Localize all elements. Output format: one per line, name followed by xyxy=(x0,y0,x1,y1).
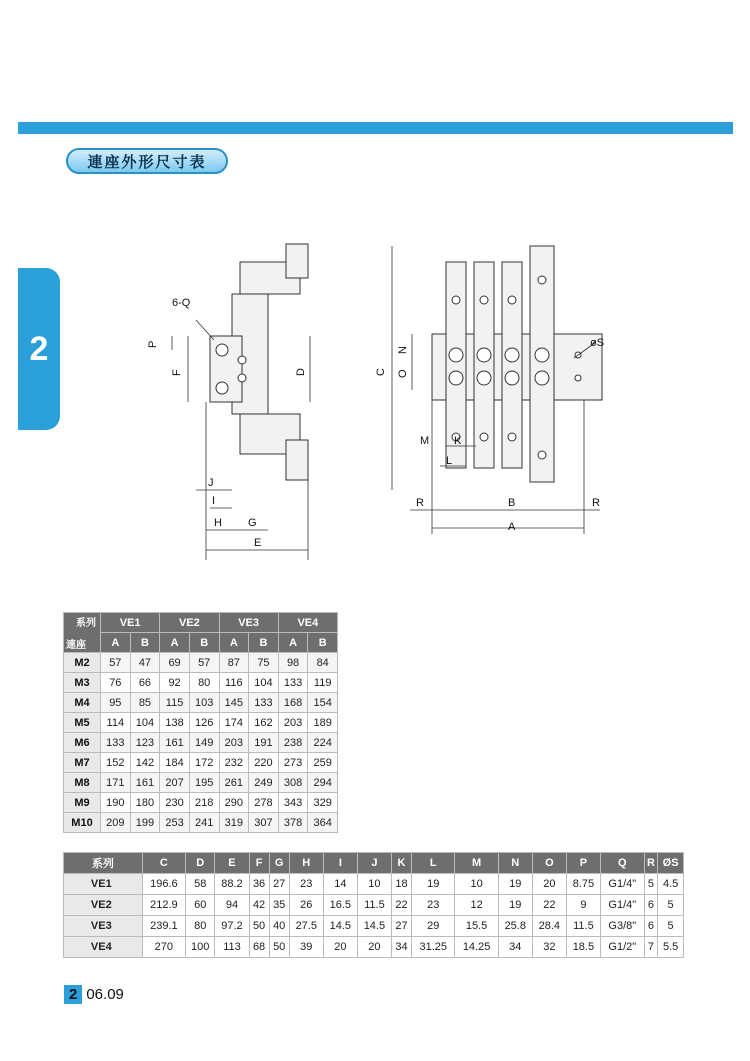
table-cell: 97.2 xyxy=(215,916,249,937)
table-row xyxy=(64,813,338,833)
table-cell: 191 xyxy=(249,733,279,753)
row-label: VE3 xyxy=(64,916,143,937)
table-cell: 162 xyxy=(249,713,279,733)
table-row xyxy=(64,916,684,937)
table-cell: 14.5 xyxy=(357,916,391,937)
column-header: J xyxy=(357,853,391,874)
table-cell: 14.25 xyxy=(455,937,498,958)
section-title xyxy=(66,148,228,174)
table-cell: 40 xyxy=(269,916,289,937)
column-header: O xyxy=(532,853,566,874)
table1-subcol: A xyxy=(219,633,249,653)
table-cell: G3/8" xyxy=(600,916,644,937)
table-cell: 19 xyxy=(498,895,532,916)
table-cell: 126 xyxy=(189,713,219,733)
table-cell: 98 xyxy=(278,653,308,673)
label-e: E xyxy=(254,537,262,549)
table-cell: 18 xyxy=(391,874,411,895)
column-header: K xyxy=(391,853,411,874)
table-cell: 69 xyxy=(160,653,190,673)
table-cell: 10 xyxy=(357,874,391,895)
table-cell: 238 xyxy=(278,733,308,753)
table-row xyxy=(64,874,684,895)
table-cell: 278 xyxy=(249,793,279,813)
table-cell: 31.25 xyxy=(412,937,455,958)
table-cell: 174 xyxy=(219,713,249,733)
table-cell: 270 xyxy=(142,937,185,958)
row-label: M6 xyxy=(64,733,101,753)
table-cell: 66 xyxy=(130,673,160,693)
table-cell: 23 xyxy=(412,895,455,916)
table-cell: 138 xyxy=(160,713,190,733)
table1-subcol: B xyxy=(249,633,279,653)
table-cell: 88.2 xyxy=(215,874,249,895)
table-cell: 119 xyxy=(308,673,338,693)
table-cell: G1/4" xyxy=(600,874,644,895)
label-f: F xyxy=(171,369,183,376)
table-cell: 14.5 xyxy=(323,916,357,937)
table-cell: 47 xyxy=(130,653,160,673)
table-cell: 85 xyxy=(130,693,160,713)
table-cell: 16.5 xyxy=(323,895,357,916)
table-cell: 364 xyxy=(308,813,338,833)
table-cell: 58 xyxy=(186,874,215,895)
table-cell: 161 xyxy=(130,773,160,793)
table1-series-ve4: VE4 xyxy=(278,613,337,633)
table-cell: 18.5 xyxy=(566,937,600,958)
table-row xyxy=(64,937,684,958)
table-cell: 290 xyxy=(219,793,249,813)
row-label: M10 xyxy=(64,813,101,833)
valve-bottom-fitting xyxy=(286,440,308,480)
table-cell: 36 xyxy=(249,874,269,895)
table-cell: 103 xyxy=(189,693,219,713)
table-cell: 133 xyxy=(101,733,131,753)
table-cell: 60 xyxy=(186,895,215,916)
label-os: øS xyxy=(590,337,605,349)
table-cell: 29 xyxy=(412,916,455,937)
table-cell: 42 xyxy=(249,895,269,916)
table-cell: 273 xyxy=(278,753,308,773)
table-cell: 190 xyxy=(101,793,131,813)
label-k: K xyxy=(454,435,462,447)
table-cell: 259 xyxy=(308,753,338,773)
table-row xyxy=(64,753,338,773)
table-cell: 294 xyxy=(308,773,338,793)
table-cell: 133 xyxy=(278,673,308,693)
column-header: F xyxy=(249,853,269,874)
table-cell: 6 xyxy=(644,895,658,916)
table-cell: 329 xyxy=(308,793,338,813)
table-row xyxy=(64,653,338,673)
table-cell: 307 xyxy=(249,813,279,833)
table-cell: 145 xyxy=(219,693,249,713)
table-cell: 50 xyxy=(269,937,289,958)
table-cell: 27.5 xyxy=(289,916,323,937)
table-cell: 249 xyxy=(249,773,279,793)
label-p: P xyxy=(147,340,159,348)
column-header: ØS xyxy=(658,853,684,874)
row-label: M9 xyxy=(64,793,101,813)
manifold-size-table xyxy=(63,612,338,833)
table-cell: 114 xyxy=(101,713,131,733)
table-row xyxy=(64,773,338,793)
table-cell: 10 xyxy=(455,874,498,895)
table1-subcol: A xyxy=(278,633,308,653)
table-cell: 6 xyxy=(644,916,658,937)
column-header: G xyxy=(269,853,289,874)
table-cell: 161 xyxy=(160,733,190,753)
table-cell: 218 xyxy=(189,793,219,813)
table-cell: 232 xyxy=(219,753,249,773)
table-row xyxy=(64,713,338,733)
table-cell: 20 xyxy=(532,874,566,895)
table-cell: 22 xyxy=(532,895,566,916)
column-header: H xyxy=(289,853,323,874)
table-cell: 26 xyxy=(289,895,323,916)
row-label: VE4 xyxy=(64,937,143,958)
table1-series-ve3: VE3 xyxy=(219,613,278,633)
table-cell: 241 xyxy=(189,813,219,833)
label-d: D xyxy=(295,368,307,376)
valve-top-fitting xyxy=(286,244,308,278)
label-b: B xyxy=(508,497,516,509)
table1-subcol: A xyxy=(160,633,190,653)
table-cell: 34 xyxy=(498,937,532,958)
table-cell: 95 xyxy=(101,693,131,713)
row-label: VE2 xyxy=(64,895,143,916)
column-header: D xyxy=(186,853,215,874)
label-6q: 6-Q xyxy=(172,297,191,309)
table-cell: 50 xyxy=(249,916,269,937)
table-cell: 113 xyxy=(215,937,249,958)
table-cell: 57 xyxy=(189,653,219,673)
table-cell: 15.5 xyxy=(455,916,498,937)
table-cell: 199 xyxy=(130,813,160,833)
table-cell: 5 xyxy=(658,916,684,937)
table-cell: 239.1 xyxy=(142,916,185,937)
table-cell: 32 xyxy=(532,937,566,958)
table-cell: 308 xyxy=(278,773,308,793)
table-cell: 224 xyxy=(308,733,338,753)
row-label: M4 xyxy=(64,693,101,713)
table-cell: 189 xyxy=(308,713,338,733)
column-header: N xyxy=(498,853,532,874)
table-cell: 168 xyxy=(278,693,308,713)
label-a: A xyxy=(508,521,516,533)
table-cell: 35 xyxy=(269,895,289,916)
table-cell: 230 xyxy=(160,793,190,813)
table-cell: 34 xyxy=(391,937,411,958)
table-cell: 27 xyxy=(391,916,411,937)
table-cell: 19 xyxy=(412,874,455,895)
row-label: VE1 xyxy=(64,874,143,895)
table-cell: 11.5 xyxy=(357,895,391,916)
table-cell: 25.8 xyxy=(498,916,532,937)
label-l: L xyxy=(446,455,453,467)
column-header: E xyxy=(215,853,249,874)
column-header: L xyxy=(412,853,455,874)
column-header: I xyxy=(323,853,357,874)
page-footer xyxy=(64,985,124,1004)
table-cell: 14 xyxy=(323,874,357,895)
table-cell: 23 xyxy=(289,874,323,895)
table-cell: 253 xyxy=(160,813,190,833)
table-row xyxy=(64,673,338,693)
table-cell: 12 xyxy=(455,895,498,916)
table-cell: 133 xyxy=(249,693,279,713)
label-i: I xyxy=(212,495,216,507)
table-row xyxy=(64,693,338,713)
label-m: M xyxy=(420,435,430,447)
table-cell: 261 xyxy=(219,773,249,793)
column-header: Q xyxy=(600,853,644,874)
table-cell: 80 xyxy=(189,673,219,693)
table1-subcol: B xyxy=(130,633,160,653)
table1-series-ve1: VE1 xyxy=(101,613,160,633)
table-cell: 84 xyxy=(308,653,338,673)
label-c: C xyxy=(375,368,387,376)
table-cell: 212.9 xyxy=(142,895,185,916)
table-cell: 19 xyxy=(498,874,532,895)
table-cell: 20 xyxy=(357,937,391,958)
table-cell: 87 xyxy=(219,653,249,673)
table-cell: 28.4 xyxy=(532,916,566,937)
table-cell: 94 xyxy=(215,895,249,916)
column-header: M xyxy=(455,853,498,874)
table-cell: 343 xyxy=(278,793,308,813)
table-cell: 378 xyxy=(278,813,308,833)
section-title-text: 連座外形尺寸表 xyxy=(87,152,207,171)
row-label: M8 xyxy=(64,773,101,793)
footer-chapter: 2 xyxy=(64,985,82,1004)
table-cell: 75 xyxy=(249,653,279,673)
table-cell: 92 xyxy=(160,673,190,693)
table-cell: 196.6 xyxy=(142,874,185,895)
label-o: O xyxy=(397,369,409,378)
table1-subcol: B xyxy=(308,633,338,653)
column-header: P xyxy=(566,853,600,874)
table-cell: 319 xyxy=(219,813,249,833)
table1-subcol: A xyxy=(101,633,131,653)
table-cell: 207 xyxy=(160,773,190,793)
table-cell: 203 xyxy=(219,733,249,753)
row-label: M5 xyxy=(64,713,101,733)
table-cell: 209 xyxy=(101,813,131,833)
table-cell: 39 xyxy=(289,937,323,958)
table1-subcol: B xyxy=(189,633,219,653)
table-cell: 195 xyxy=(189,773,219,793)
table-row xyxy=(64,733,338,753)
row-label: M7 xyxy=(64,753,101,773)
table-cell: G1/4" xyxy=(600,895,644,916)
table-cell: 57 xyxy=(101,653,131,673)
table-cell: 180 xyxy=(130,793,160,813)
label-g: G xyxy=(248,517,257,529)
table-cell: 220 xyxy=(249,753,279,773)
table-cell: 142 xyxy=(130,753,160,773)
table-cell: 76 xyxy=(101,673,131,693)
table-cell: 172 xyxy=(189,753,219,773)
table-cell: 123 xyxy=(130,733,160,753)
table-cell: 5 xyxy=(658,895,684,916)
table-row xyxy=(64,895,684,916)
table-cell: 203 xyxy=(278,713,308,733)
row-label: M2 xyxy=(64,653,101,673)
table-cell: 4.5 xyxy=(658,874,684,895)
label-j: J xyxy=(208,477,214,489)
table-row xyxy=(64,793,338,813)
label-r-right: R xyxy=(592,497,600,509)
column-header: 系列 xyxy=(64,853,143,874)
label-h: H xyxy=(214,517,222,529)
chapter-number: 2 xyxy=(29,329,49,368)
table1-corner: 系列 連座 xyxy=(64,613,101,653)
footer-page: 06.09 xyxy=(86,986,124,1003)
table-cell: 116 xyxy=(219,673,249,693)
table-cell: 68 xyxy=(249,937,269,958)
table-cell: 80 xyxy=(186,916,215,937)
table-cell: 9 xyxy=(566,895,600,916)
table-cell: 20 xyxy=(323,937,357,958)
table-cell: 22 xyxy=(391,895,411,916)
table-cell: 5.5 xyxy=(658,937,684,958)
row-label: M3 xyxy=(64,673,101,693)
top-accent-bar xyxy=(18,122,733,134)
series-dimension-table xyxy=(63,852,684,958)
label-n: N xyxy=(397,346,409,354)
column-header: R xyxy=(644,853,658,874)
label-r-left: R xyxy=(416,497,424,509)
dimension-drawing xyxy=(0,230,750,565)
table-cell: 8.75 xyxy=(566,874,600,895)
table-cell: 7 xyxy=(644,937,658,958)
table-cell: G1/2" xyxy=(600,937,644,958)
column-header: C xyxy=(142,853,185,874)
table-cell: 104 xyxy=(130,713,160,733)
table-cell: 100 xyxy=(186,937,215,958)
table-cell: 171 xyxy=(101,773,131,793)
table-cell: 11.5 xyxy=(566,916,600,937)
table-cell: 149 xyxy=(189,733,219,753)
table1-series-ve2: VE2 xyxy=(160,613,219,633)
table-cell: 115 xyxy=(160,693,190,713)
table-cell: 184 xyxy=(160,753,190,773)
table-cell: 154 xyxy=(308,693,338,713)
table-cell: 104 xyxy=(249,673,279,693)
table-cell: 5 xyxy=(644,874,658,895)
table-cell: 27 xyxy=(269,874,289,895)
table-cell: 152 xyxy=(101,753,131,773)
